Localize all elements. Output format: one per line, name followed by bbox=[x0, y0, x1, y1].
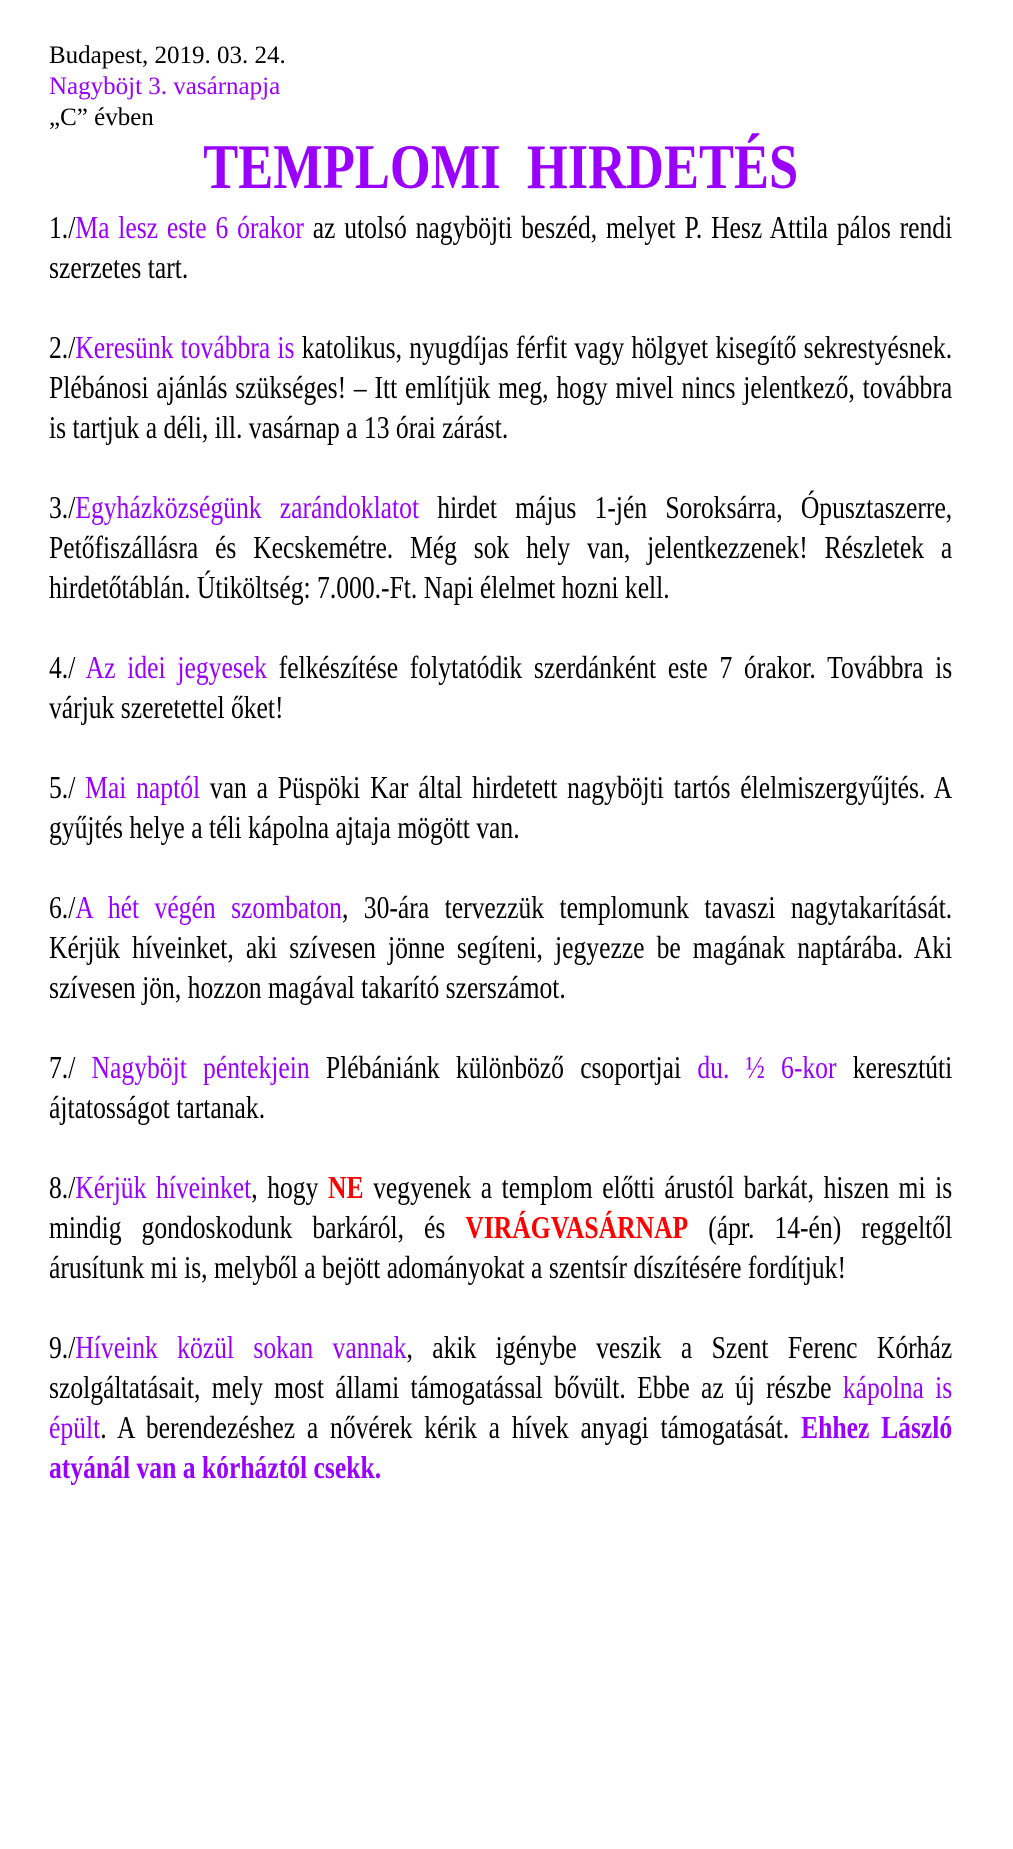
announcement-text: du. ½ 6-kor bbox=[697, 1049, 837, 1085]
announcement-number: 4./ bbox=[49, 649, 86, 685]
announcement-text: Plébániánk különböző csoportjai bbox=[309, 1049, 698, 1085]
announcement-text: felkészítése folytatódik szerdánként este 7 órakor. Továbbra is várjuk szeretettel őket! bbox=[49, 649, 952, 725]
announcement-text: vegyenek a templom előtti árustól barkát, hiszen mi is mindig gondoskodunk barkáról, és bbox=[49, 1169, 952, 1245]
closing-note: Ehhez László atyánál van a kórháztól csekk. bbox=[49, 1409, 952, 1485]
announcements-body bbox=[49, 207, 952, 1487]
announcement-number: 5./ bbox=[49, 769, 86, 805]
announcement-text: . A berendezéshez a nővérek kérik a hívek anyagi támogatását. bbox=[100, 1409, 802, 1445]
emphasis-ne: NE bbox=[327, 1169, 364, 1205]
announcement-number: 1./ bbox=[49, 209, 76, 245]
announcement-text: az utolsó nagyböjti beszéd, melyet P. Hesz Attila pálos rendi szerzetes tart. bbox=[49, 209, 952, 285]
announcement-item bbox=[49, 647, 952, 727]
announcement-item bbox=[49, 887, 952, 1007]
announcement-number: 8./ bbox=[49, 1169, 76, 1205]
emphasis-viragvasarnap: VIRÁGVASÁRNAP bbox=[465, 1209, 689, 1245]
announcement-text: Híveink közül sokan vannak bbox=[75, 1329, 407, 1365]
announcement-item bbox=[49, 327, 952, 447]
announcement-text: Egyházközségünk zarándoklatot bbox=[75, 489, 420, 525]
announcement-text: (ápr. 14-én) reggeltől árusítunk mi is, melyből a bejött adományokat a szentsír díszítésére fordítjuk! bbox=[49, 1209, 952, 1285]
announcement-item bbox=[49, 1047, 952, 1127]
announcement-text: Az idei jegyesek bbox=[85, 649, 267, 685]
title-container bbox=[49, 131, 952, 202]
announcement-text: A hét végén szombaton bbox=[75, 889, 342, 925]
announcement-text: keresztúti ájtatosságot tartanak. bbox=[49, 1049, 952, 1125]
announcement-list bbox=[49, 207, 952, 1487]
announcement-item bbox=[49, 767, 952, 847]
place-date: Budapest, 2019. 03. 24. bbox=[49, 42, 286, 69]
announcement-text: katolikus, nyugdíjas férfit vagy hölgyet kisegítő sekrestyésnek. Plébánosi ajánlás szükséges! – Itt említjük meg, hogy mivel nincs jelentkező, továbbra is tartjuk a déli, ill. vasárnap a 13 órai zárást. bbox=[49, 329, 952, 445]
announcement-text: Kérjük híveinket bbox=[75, 1169, 252, 1205]
announcement-number: 9./ bbox=[49, 1329, 76, 1365]
announcement-item bbox=[49, 1327, 952, 1487]
announcement-number: 2./ bbox=[49, 329, 76, 365]
announcement-text: Keresünk továbbra is bbox=[75, 329, 295, 365]
announcement-item bbox=[49, 1167, 952, 1287]
announcement-number: 3./ bbox=[49, 489, 76, 525]
year-cycle: „C” évben bbox=[49, 104, 154, 131]
announcement-text: Mai naptól bbox=[85, 769, 201, 805]
announcement-number: 6./ bbox=[49, 889, 76, 925]
announcement-text: van a Püspöki Kar által hirdetett nagyböjti tartós élelmiszergyűjtés. A gyűjtés helye a téli kápolna ajtaja mögött van. bbox=[49, 769, 952, 845]
announcement-text: , hogy bbox=[251, 1169, 328, 1205]
liturgical-day: Nagyböjt 3. vasárnapja bbox=[49, 73, 281, 100]
announcement-text: Nagyböjt péntekjein bbox=[91, 1049, 310, 1085]
announcement-text: hirdet május 1-jén Soroksárra, Ópusztaszerre, Petőfiszállásra és Kecskemétre. Még sok hely van, jelentkezzenek! Részletek a hirdetőtáblán. Útiköltség: 7.000.-Ft. Napi élelmet hozni kell. bbox=[49, 489, 952, 605]
announcement-text: , 30-ára tervezzük templomunk tavaszi nagytakarítását. Kérjük híveinket, aki szívesen jönne segíteni, jegyezze be magának naptárába. Aki szívesen jön, hozzon magával takarító szerszámot. bbox=[49, 889, 952, 1005]
announcement-text: Ma lesz este 6 órakor bbox=[75, 209, 304, 245]
announcement-item bbox=[49, 207, 952, 287]
announcement-item bbox=[49, 487, 952, 607]
announcement-text: kápolna is épült bbox=[49, 1369, 952, 1445]
page-title: TEMPLOMI HIRDETÉS bbox=[203, 131, 798, 202]
document-header bbox=[49, 40, 952, 133]
announcement-text: , akik igénybe veszik a Szent Ferenc Kórház szolgáltatásait, mely most állami támogatással bővült. Ebbe az új részbe bbox=[49, 1329, 952, 1405]
announcement-number: 7./ bbox=[49, 1049, 92, 1085]
